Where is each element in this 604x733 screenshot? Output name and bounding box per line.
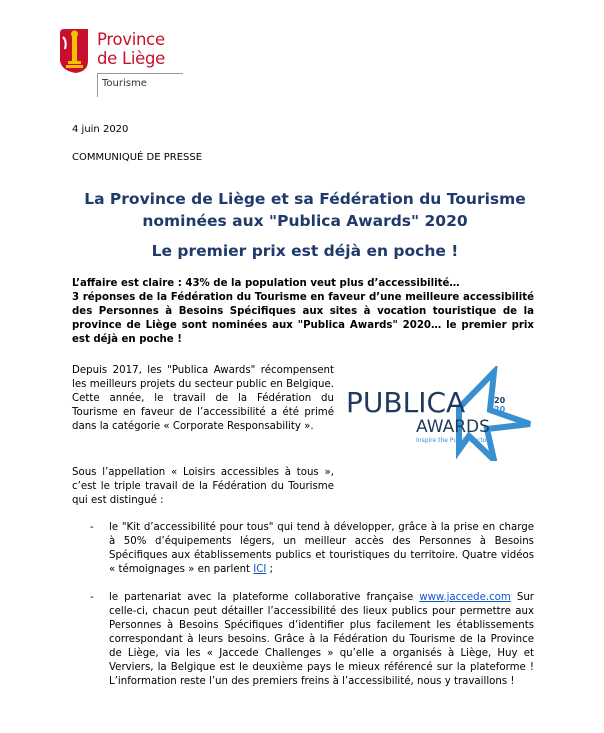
jaccede-link[interactable]: www.jaccede.com [419, 592, 511, 603]
province-logo [58, 27, 188, 99]
press-type: COMMUNIQUÉ DE PRESSE [72, 152, 203, 163]
list-dash: - [90, 592, 94, 603]
list-item-text: le "Kit d’accessibilité pour tous" qui tend à développer, grâce à la prise en charge à 50% d’équipements légers, un meilleur accès des Personnes à Besoins Spécifiques aux établissements publics et touristiques du territoire. Quatre vidéos « témoignages » en parlent ICI ; [109, 522, 534, 575]
perron-emblem-icon [58, 27, 94, 75]
title-line-1: La Province de Liège et sa Fédération du Tourisme [84, 190, 526, 208]
lead-line-1: L’affaire est claire : 43% de la population veut plus d’accessibilité… [72, 278, 460, 289]
logo-divider [97, 73, 183, 74]
publica-word: PUBLICA [346, 386, 466, 419]
logo-subtitle: Tourisme [102, 78, 147, 89]
lead-rest: 3 réponses de la Fédération du Tourisme en faveur d’une meilleure accessibilité des Personnes à Besoins Spécifiques aux sites à vocation touristique de la province de Liège sont nominées aux "Publica Awards" 2020… le premier prix est déjà en poche ! [72, 292, 534, 345]
star-icon [459, 372, 530, 460]
logo-line-2: de Liège [97, 49, 166, 68]
logo-divider-vertical [97, 73, 98, 97]
list-item-text: le partenariat avec la plateforme collaborative française www.jaccede.com Sur celle-ci, chacun peut détailler l’accessibilité des lieux publics pour permettre aux Personnes à Besoins Spécifiques d’identifier plus facilement les établissements correspondant à leurs besoins. Grâce à la Fédération du Tourisme de la Province de Liège, via les « Jaccede Challenges » qu’elle a organisés à Liège, Huy et Verviers, la Belgique est le deuxième pays le mieux référencé sur la plateforme ! L’information reste l’un des premiers freins à l’accessibilité, nous y travaillons ! [109, 592, 534, 687]
publica-tagline: Inspire the Public Sector [416, 437, 489, 444]
page-subtitle: Le premier prix est déjà en poche ! [151, 242, 459, 260]
page-title [60, 188, 550, 232]
ici-link[interactable]: ICI [253, 564, 267, 575]
lead-paragraph [72, 277, 534, 347]
logo-wordmark [97, 30, 165, 68]
body-paragraph-2: Sous l’appellation « Loisirs accessibles à tous », c’est le triple travail de la Fédération du Tourisme qui est distingué : [72, 467, 334, 506]
publica-year-top: 20 [494, 396, 506, 405]
publica-year-bottom: 20 [494, 405, 506, 414]
logo-line-1: Province [97, 30, 165, 49]
press-date: 4 juin 2020 [72, 124, 129, 135]
publica-awards-logo [344, 366, 549, 461]
awards-word: AWARDS [416, 417, 490, 437]
list-dash: - [90, 522, 94, 533]
title-line-2: nominées aux "Publica Awards" 2020 [142, 212, 468, 230]
body-paragraph-1: Depuis 2017, les "Publica Awards" récompensent les meilleurs projets du secteur public en Belgique. Cette année, le travail de la Fédération du Tourisme en faveur de l’accessibilité a été primé dans la catégorie « Corporate Responsability ». [72, 365, 334, 432]
